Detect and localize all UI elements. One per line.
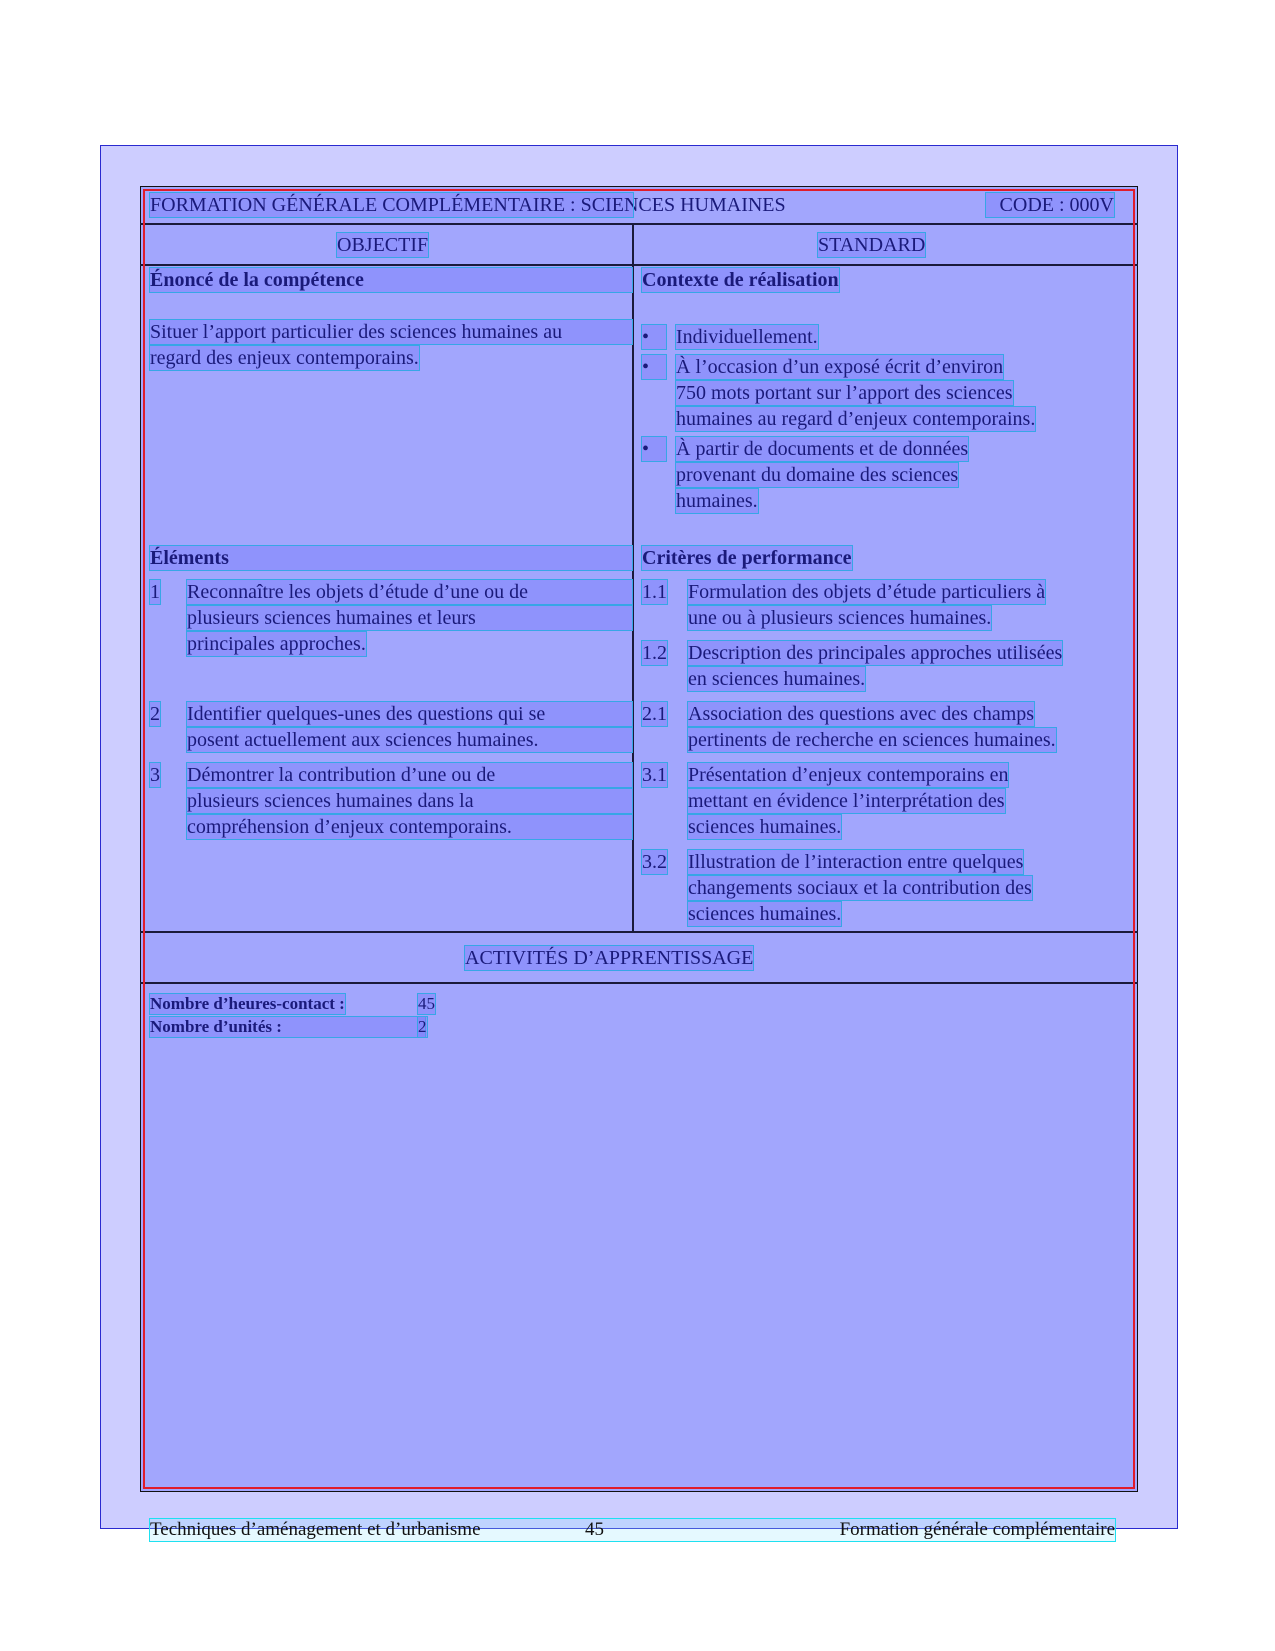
critere-line: Description des principales approches utilisées <box>688 642 1063 664</box>
activities-bottom-divider <box>140 982 1138 984</box>
critere-number: 3.1 <box>642 764 667 786</box>
contexte-line: À l’occasion d’un exposé écrit d’environ <box>676 356 1004 378</box>
heures-label: Nombre d’heures-contact : <box>150 994 345 1013</box>
critere-line: sciences humaines. <box>688 816 842 838</box>
element-line: plusieurs sciences humaines et leurs <box>187 606 632 630</box>
element-line: compréhension d’enjeux contemporains. <box>187 815 632 839</box>
element-number: 3 <box>150 764 160 786</box>
heures-value: 45 <box>418 994 435 1013</box>
critere-number: 1.1 <box>642 581 667 603</box>
footer-page-number: 45 <box>585 1519 604 1540</box>
critere-number: 3.2 <box>642 851 667 873</box>
critere-line: sciences humaines. <box>688 903 842 925</box>
element-line: principales approches. <box>187 633 366 655</box>
element-line: plusieurs sciences humaines dans la <box>187 789 632 813</box>
footer-right: Formation générale complémentaire <box>839 1519 1115 1540</box>
element-line: Reconnaître les objets d’étude d’une ou de <box>187 580 632 604</box>
critere-line: pertinents de recherche en sciences humaines. <box>688 729 1056 751</box>
enonce-heading: Énoncé de la compétence <box>150 268 632 292</box>
contexte-heading: Contexte de réalisation <box>642 269 839 291</box>
critere-number: 2.1 <box>642 703 667 725</box>
element-line: Identifier quelques-unes des questions qui se <box>187 702 632 726</box>
enonce-line: regard des enjeux contemporains. <box>150 347 419 369</box>
critere-line: Association des questions avec des champs <box>688 703 1035 725</box>
objectif-heading: OBJECTIF <box>337 234 429 256</box>
footer-left: Techniques d’aménagement et d’urbanisme <box>150 1519 481 1540</box>
contexte-line: 750 mots portant sur l’apport des sciences <box>676 382 1013 404</box>
critere-line: Formulation des objets d’étude particuliers à <box>688 581 1046 603</box>
critere-number: 1.2 <box>642 642 667 664</box>
criteres-heading: Critères de performance <box>642 547 852 569</box>
element-line: Démontrer la contribution d’une ou de <box>187 763 632 787</box>
column-divider <box>632 223 634 931</box>
critere-line: une ou à plusieurs sciences humaines. <box>688 607 992 629</box>
bullet-icon: • <box>642 325 666 349</box>
unites-label: Nombre d’unités : <box>150 1017 425 1037</box>
critere-line: changements sociaux et la contribution des <box>688 877 1032 899</box>
column-header-divider <box>140 264 1138 266</box>
bullet-icon: • <box>642 355 666 379</box>
contexte-line: humaines au regard d’enjeux contemporains. <box>676 408 1036 430</box>
critere-line: Présentation d’enjeux contemporains en <box>688 764 1009 786</box>
activities-top-divider <box>140 931 1138 933</box>
critere-line: Illustration de l’interaction entre quelques <box>688 851 1024 873</box>
critere-line: mettant en évidence l’interprétation des <box>688 790 1005 812</box>
contexte-line: humaines. <box>676 490 758 512</box>
contexte-line: À partir de documents et de données <box>676 438 969 460</box>
unites-value: 2 <box>418 1017 427 1036</box>
element-number: 2 <box>150 703 160 725</box>
enonce-line: Situer l’apport particulier des sciences humaines au <box>150 320 632 344</box>
form-title: FORMATION GÉNÉRALE COMPLÉMENTAIRE : SCIENCES HUMAINES <box>150 194 786 216</box>
bullet-icon: • <box>642 437 666 461</box>
activites-heading: ACTIVITÉS D’APPRENTISSAGE <box>465 947 754 969</box>
critere-line: en sciences humaines. <box>688 668 866 690</box>
header-divider <box>140 223 1138 225</box>
element-line: posent actuellement aux sciences humaines. <box>187 728 632 752</box>
element-number: 1 <box>150 581 160 603</box>
elements-heading: Éléments <box>150 546 632 570</box>
contexte-line: Individuellement. <box>676 326 818 348</box>
contexte-line: provenant du domaine des sciences <box>676 464 959 486</box>
standard-heading: STANDARD <box>818 234 926 256</box>
course-code: CODE : 000V <box>986 193 1114 217</box>
